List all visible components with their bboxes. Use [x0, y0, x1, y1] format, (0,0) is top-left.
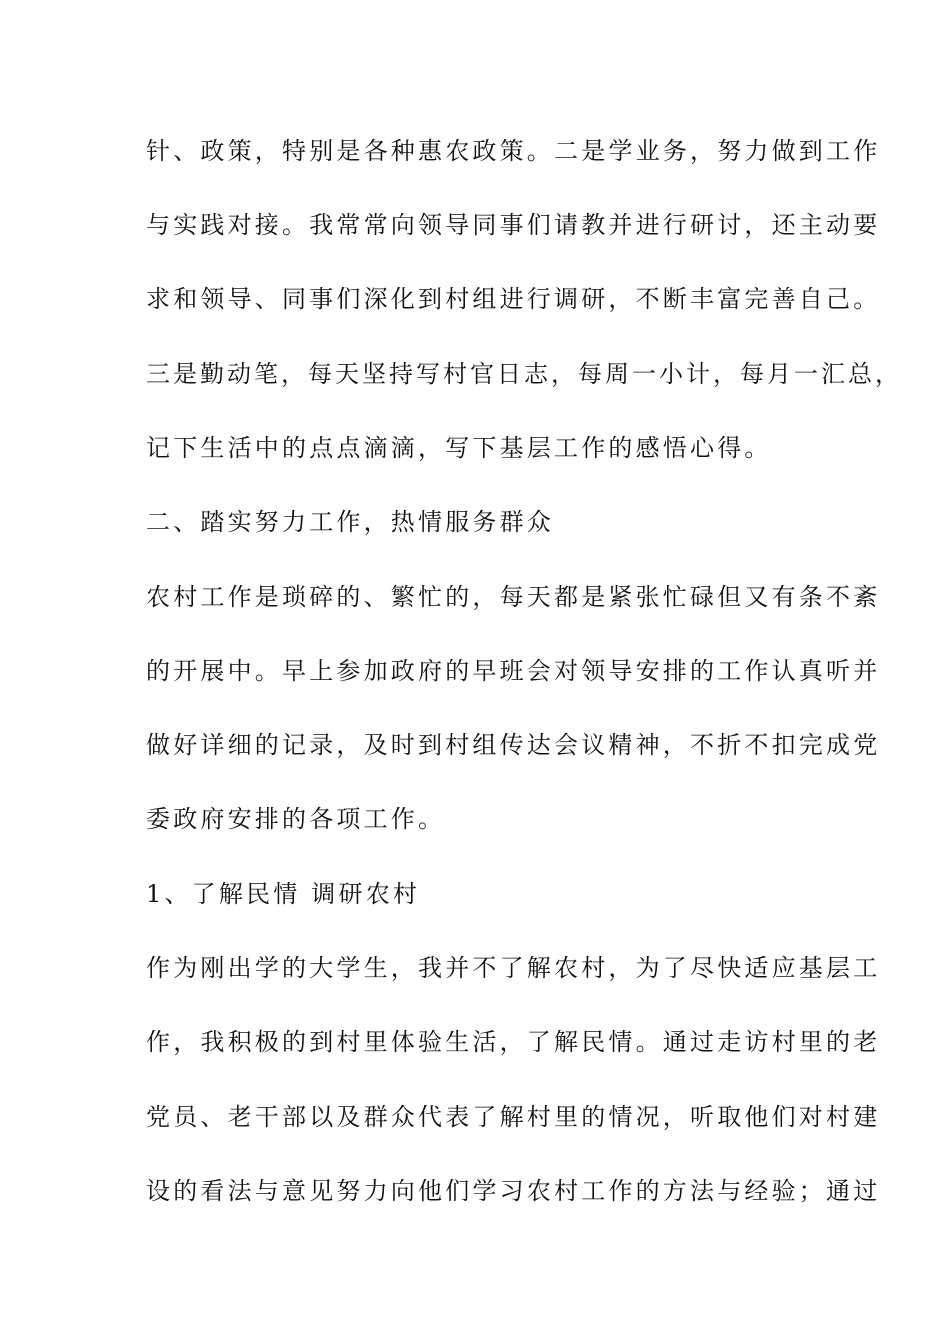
subsection-heading: 1、了解民情 调研农村 [146, 880, 421, 908]
paragraph-line: 的开展中。早上参加政府的早班会对领导安排的工作认真听并 [146, 657, 881, 685]
paragraph-line: 与实践对接。我常常向领导同事们请教并进行研讨，还主动要 [146, 211, 881, 239]
paragraph-line: 记下生活中的点点滴滴，写下基层工作的感悟心得。 [146, 434, 772, 462]
paragraph-line: 作，我积极的到村里体验生活，了解民情。通过走访村里的老 [146, 1028, 881, 1056]
paragraph-line: 农村工作是琐碎的、繁忙的，每天都是紧张忙碌但又有条不紊 [146, 583, 881, 611]
paragraph-line: 三是勤动笔，每天坚持写村官日志，每周一小计，每月一汇总， [146, 360, 902, 388]
paragraph-line: 求和领导、同事们深化到村组进行调研，不断丰富完善自己。 [146, 285, 881, 313]
paragraph-line: 针、政策，特别是各种惠农政策。二是学业务，努力做到工作 [146, 137, 881, 165]
paragraph-line: 党员、老干部以及群众代表了解村里的情况，听取他们对村建 [146, 1103, 881, 1131]
paragraph-line: 做好详细的记录，及时到村组传达会议精神，不折不扣完成党 [146, 731, 881, 759]
paragraph-line: 设的看法与意见努力向他们学习农村工作的方法与经验；通过 [146, 1177, 881, 1205]
paragraph-line: 作为刚出学的大学生，我并不了解农村，为了尽快适应基层工 [146, 954, 881, 982]
section-heading: 二、踏实努力工作，热情服务群众 [146, 508, 554, 536]
paragraph-line: 委政府安排的各项工作。 [146, 805, 446, 833]
